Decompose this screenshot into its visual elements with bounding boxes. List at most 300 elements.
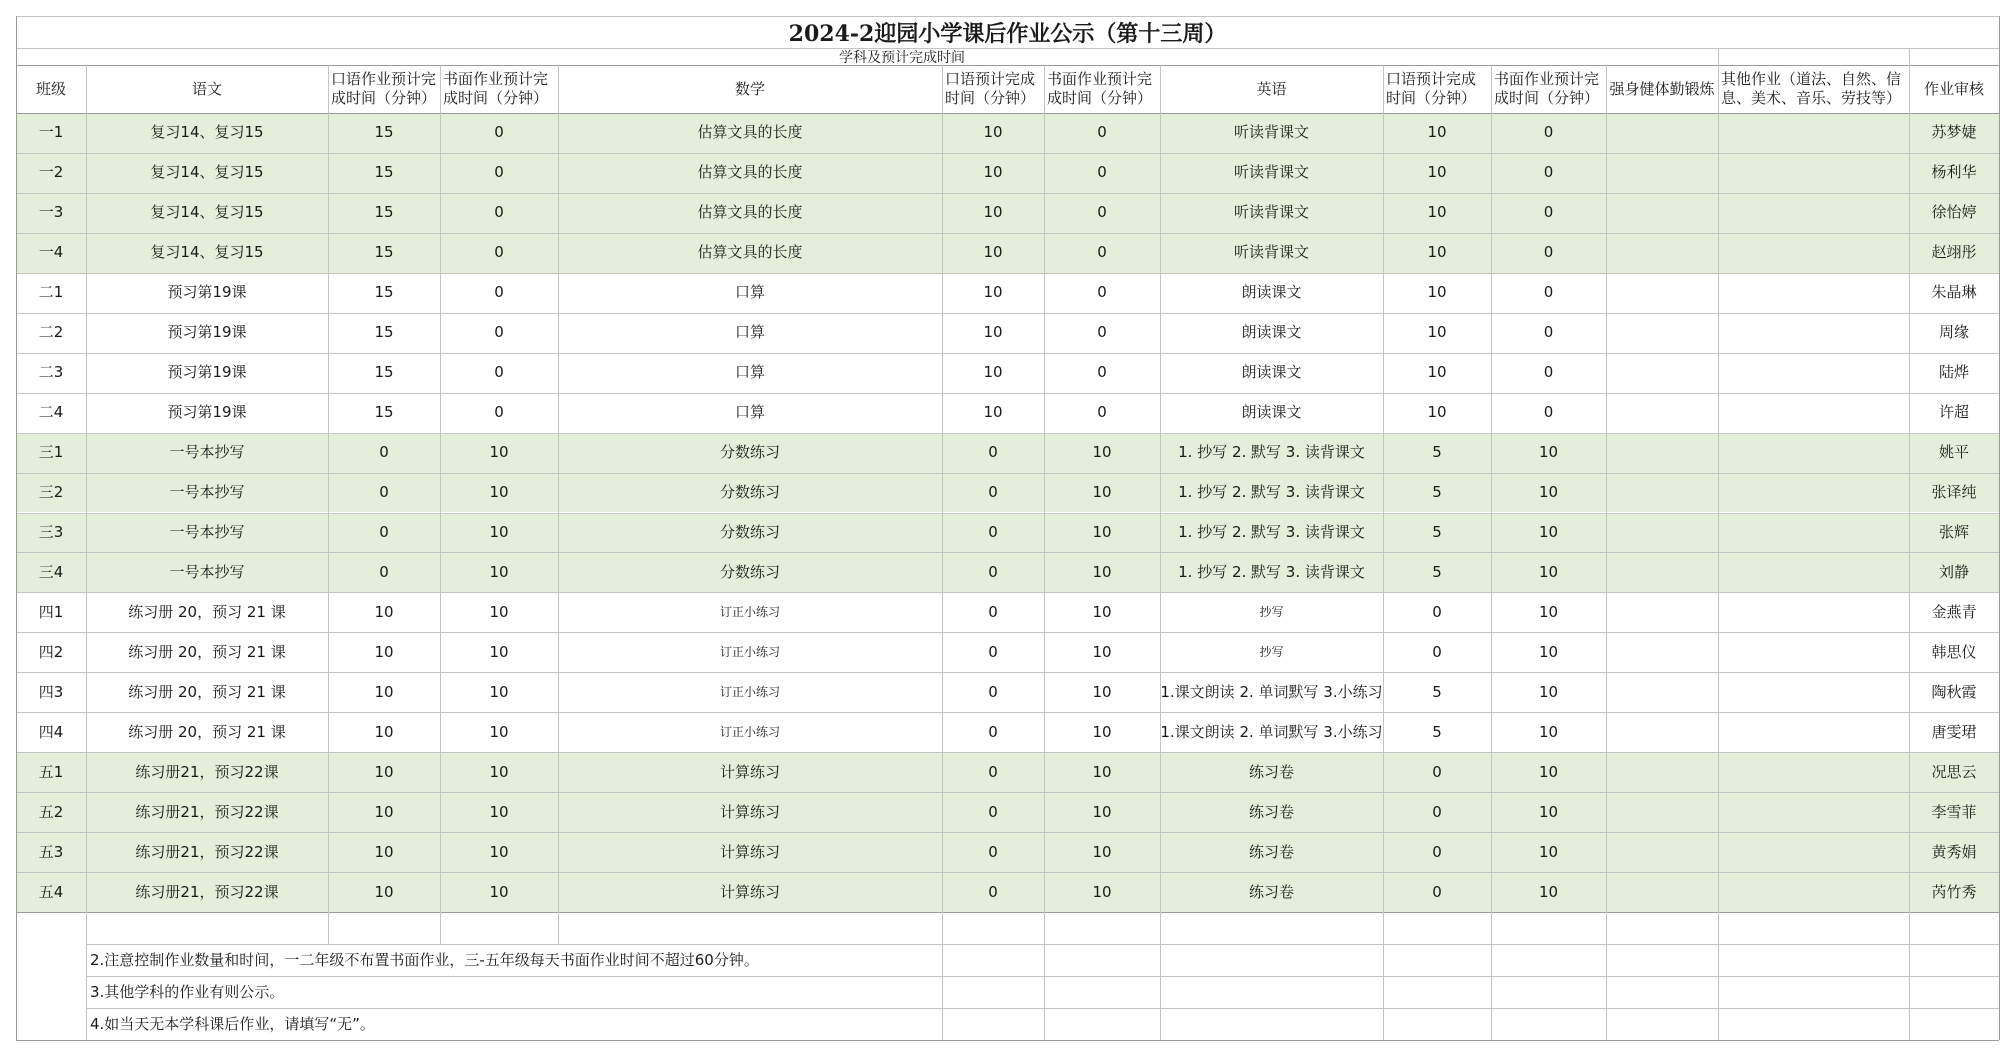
cell-class: 三2 [38, 483, 64, 502]
cell-english: 朗读课文 [1241, 363, 1302, 382]
cell-reviewer: 朱晶琳 [1931, 283, 1977, 302]
cell-chinese-oral-time: 15 [374, 243, 394, 262]
cell-english: 1. 抄写 2. 默写 3. 读背课文 [1178, 522, 1365, 541]
cell-chinese: 一号本抄写 [169, 483, 245, 502]
cell-math-written-time: 0 [1097, 403, 1107, 422]
grid-line [86, 944, 1999, 945]
grid-line [16, 233, 1999, 234]
cell-chinese-written-time: 10 [489, 642, 509, 661]
cell-math-oral-time: 10 [983, 243, 1003, 262]
cell-exercise [1606, 313, 1718, 353]
grid-line [942, 912, 943, 1040]
cell-other-homework [1718, 792, 1909, 832]
cell-exercise [1606, 752, 1718, 792]
cell-chinese-written-time: 0 [494, 203, 504, 222]
grid-line [328, 65, 329, 912]
cell-english: 朗读课文 [1241, 403, 1302, 422]
cell-math-oral-time: 10 [983, 283, 1003, 302]
grid-line [16, 752, 1999, 753]
cell-math: 口算 [734, 363, 765, 382]
cell-exercise [1606, 473, 1718, 513]
cell-chinese-oral-time: 10 [374, 682, 394, 701]
cell-exercise [1606, 552, 1718, 592]
cell-english-oral-time: 5 [1432, 682, 1442, 701]
cell-english-oral-time: 5 [1432, 722, 1442, 741]
grid-line [1718, 48, 1719, 65]
cell-english: 抄写 [1259, 644, 1284, 659]
cell-english: 抄写 [1259, 604, 1284, 619]
cell-chinese-written-time: 0 [494, 403, 504, 422]
cell-chinese-oral-time: 15 [374, 163, 394, 182]
cell-english: 朗读课文 [1241, 323, 1302, 342]
grid-line [1606, 912, 1607, 1040]
cell-chinese-written-time: 0 [494, 163, 504, 182]
cell-english-oral-time: 0 [1432, 802, 1442, 821]
cell-exercise [1606, 193, 1718, 233]
grid-line [16, 16, 17, 1040]
cell-math-oral-time: 0 [988, 562, 998, 581]
cell-reviewer: 芮竹秀 [1931, 882, 1977, 901]
cell-exercise [1606, 832, 1718, 872]
cell-math-oral-time: 10 [983, 123, 1003, 142]
cell-chinese: 练习册 20，预习 21 课 [128, 722, 286, 741]
cell-chinese-written-time: 10 [489, 562, 509, 581]
cell-math-written-time: 10 [1092, 602, 1112, 621]
subtitle: 学科及预计完成时间 [839, 49, 965, 66]
note-line [86, 912, 942, 944]
header-english-written-time: 书面作业预计完成时间（分钟） [1494, 70, 1600, 107]
cell-chinese-oral-time: 15 [374, 123, 394, 142]
cell-math-written-time: 0 [1097, 123, 1107, 142]
cell-english-oral-time: 0 [1432, 642, 1442, 661]
cell-math-oral-time: 0 [988, 483, 998, 502]
cell-other-homework [1718, 712, 1909, 752]
cell-english-oral-time: 10 [1427, 243, 1447, 262]
grid-line [1718, 65, 1719, 912]
grid-line [1491, 912, 1492, 1040]
header-math-oral-time: 口语预计完成时间（分钟） [945, 70, 1036, 107]
grid-line [16, 473, 1999, 474]
grid-line [16, 353, 1999, 354]
grid-line [16, 153, 1999, 154]
cell-english-written-time: 10 [1538, 602, 1559, 621]
grid-line [16, 592, 1999, 593]
grid-line [1160, 912, 1161, 1040]
cell-other-homework [1718, 552, 1909, 592]
cell-chinese-oral-time: 15 [374, 283, 394, 302]
cell-english-written-time: 10 [1538, 802, 1559, 821]
cell-reviewer: 徐怡婷 [1931, 203, 1977, 222]
cell-english-oral-time: 5 [1432, 562, 1442, 581]
grid-line [16, 872, 1999, 873]
cell-class: 三4 [38, 562, 64, 581]
cell-math-oral-time: 0 [988, 842, 998, 861]
cell-english-oral-time: 0 [1432, 882, 1442, 901]
cell-math-written-time: 0 [1097, 323, 1107, 342]
grid-line [1383, 912, 1384, 1040]
cell-math-oral-time: 10 [983, 323, 1003, 342]
header-reviewer: 作业审核 [1923, 79, 1984, 98]
cell-english-oral-time: 10 [1427, 323, 1447, 342]
cell-class: 四4 [38, 722, 64, 741]
cell-english-oral-time: 10 [1427, 403, 1447, 422]
cell-reviewer: 许超 [1938, 403, 1969, 422]
cell-other-homework [1718, 313, 1909, 353]
cell-chinese-oral-time: 15 [374, 203, 394, 222]
grid-line [328, 912, 329, 944]
cell-class: 二2 [38, 323, 64, 342]
cell-math-written-time: 0 [1097, 163, 1107, 182]
cell-chinese: 练习册21，预习22课 [135, 802, 279, 821]
grid-line [1909, 912, 1910, 1040]
grid-line [86, 912, 87, 1040]
cell-chinese-oral-time: 15 [374, 403, 394, 422]
cell-math-oral-time: 0 [988, 882, 998, 901]
grid-line [16, 552, 1999, 553]
cell-chinese: 复习14、复习15 [150, 203, 264, 222]
cell-class: 三1 [38, 443, 64, 462]
cell-english: 练习卷 [1248, 802, 1294, 821]
grid-line [440, 65, 441, 912]
cell-chinese: 一号本抄写 [169, 562, 245, 581]
cell-math-written-time: 10 [1092, 802, 1112, 821]
cell-class: 二3 [38, 363, 64, 382]
cell-math-written-time: 10 [1092, 722, 1112, 741]
grid-line [1044, 912, 1045, 1040]
grid-line [16, 792, 1999, 793]
cell-english: 1. 抄写 2. 默写 3. 读背课文 [1178, 562, 1365, 581]
cell-english: 练习卷 [1248, 762, 1294, 781]
cell-chinese-oral-time: 10 [374, 762, 394, 781]
cell-other-homework [1718, 193, 1909, 233]
cell-math-oral-time: 10 [983, 403, 1003, 422]
cell-math-oral-time: 10 [983, 363, 1003, 382]
grid-line [942, 65, 943, 912]
cell-chinese: 练习册21，预习22课 [135, 762, 279, 781]
header-chinese-written-time: 书面作业预计完成时间（分钟） [443, 70, 549, 107]
cell-math-written-time: 10 [1092, 842, 1112, 861]
cell-math: 分数练习 [719, 562, 780, 581]
cell-english-written-time: 0 [1543, 363, 1554, 382]
cell-reviewer: 周缘 [1938, 323, 1969, 342]
cell-reviewer: 况思云 [1931, 762, 1977, 781]
cell-english-written-time: 0 [1543, 203, 1554, 222]
cell-math-written-time: 10 [1092, 882, 1112, 901]
cell-english-oral-time: 10 [1427, 123, 1447, 142]
note-line: 4.如当天无本学科课后作业，请填写“无”。 [90, 1014, 375, 1033]
cell-chinese-written-time: 10 [489, 443, 509, 462]
cell-english-written-time: 0 [1543, 283, 1554, 302]
cell-math-written-time: 10 [1092, 642, 1112, 661]
cell-english-written-time: 0 [1543, 403, 1554, 422]
cell-chinese: 一号本抄写 [169, 522, 245, 541]
cell-chinese-written-time: 0 [494, 363, 504, 382]
cell-class: 一4 [38, 243, 64, 262]
cell-math-written-time: 0 [1097, 203, 1107, 222]
cell-math-written-time: 10 [1092, 562, 1112, 581]
cell-english-written-time: 10 [1538, 882, 1559, 901]
cell-math-oral-time: 0 [988, 762, 998, 781]
cell-math-oral-time: 0 [988, 682, 998, 701]
cell-reviewer: 金燕青 [1931, 602, 1977, 621]
cell-chinese-written-time: 10 [489, 842, 509, 861]
cell-class: 一1 [38, 123, 64, 142]
cell-math-written-time: 0 [1097, 363, 1107, 382]
cell-chinese-written-time: 10 [489, 522, 509, 541]
cell-math-written-time: 10 [1092, 443, 1112, 462]
cell-math: 分数练习 [719, 443, 780, 462]
cell-chinese-oral-time: 0 [379, 562, 389, 581]
grid-line [16, 48, 1999, 49]
cell-other-homework [1718, 832, 1909, 872]
grid-line [16, 393, 1999, 394]
cell-exercise [1606, 433, 1718, 473]
cell-reviewer: 李雪菲 [1931, 802, 1977, 821]
grid-line [1606, 65, 1607, 912]
grid-line [1044, 65, 1045, 912]
grid-line [16, 433, 1999, 434]
cell-reviewer: 苏梦婕 [1931, 123, 1977, 142]
grid-line [16, 912, 1999, 913]
cell-chinese-oral-time: 15 [374, 323, 394, 342]
grid-line [16, 193, 1999, 194]
grid-line [1999, 16, 2000, 1040]
cell-math-oral-time: 10 [983, 163, 1003, 182]
cell-other-homework [1718, 433, 1909, 473]
cell-exercise [1606, 113, 1718, 153]
cell-chinese: 预习第19课 [167, 323, 247, 342]
cell-english-written-time: 0 [1543, 243, 1554, 262]
cell-chinese-oral-time: 15 [374, 363, 394, 382]
header-chinese: 语文 [191, 79, 222, 98]
cell-english: 1.课文朗读 2. 单词默写 3.小练习 [1160, 722, 1383, 741]
cell-exercise [1606, 353, 1718, 393]
cell-exercise [1606, 712, 1718, 752]
cell-english-oral-time: 5 [1432, 443, 1442, 462]
cell-other-homework [1718, 393, 1909, 433]
cell-math: 估算文具的长度 [697, 243, 803, 262]
cell-reviewer: 唐雯珺 [1931, 722, 1977, 741]
cell-chinese: 练习册 20，预习 21 课 [128, 642, 286, 661]
cell-class: 二1 [38, 283, 64, 302]
cell-english: 练习卷 [1248, 882, 1294, 901]
cell-other-homework [1718, 273, 1909, 313]
cell-class: 五3 [38, 842, 64, 861]
header-english-oral-time: 口语预计完成时间（分钟） [1386, 70, 1477, 107]
cell-chinese: 预习第19课 [167, 283, 247, 302]
cell-chinese-written-time: 0 [494, 123, 504, 142]
note-line: 2.注意控制作业数量和时间，一二年级不布置书面作业，三-五年级每天书面作业时间不超过60分钟。 [90, 950, 759, 969]
grid-line [16, 672, 1999, 673]
cell-chinese-written-time: 10 [489, 802, 509, 821]
grid-line [86, 976, 1999, 977]
grid-line [1160, 65, 1161, 912]
cell-english-written-time: 10 [1538, 443, 1559, 462]
cell-english: 1.课文朗读 2. 单词默写 3.小练习 [1160, 682, 1383, 701]
cell-math: 估算文具的长度 [697, 123, 803, 142]
cell-other-homework [1718, 353, 1909, 393]
cell-exercise [1606, 273, 1718, 313]
cell-math: 分数练习 [719, 522, 780, 541]
cell-chinese-written-time: 10 [489, 602, 509, 621]
cell-math: 估算文具的长度 [697, 203, 803, 222]
cell-math: 分数练习 [719, 483, 780, 502]
cell-other-homework [1718, 233, 1909, 273]
cell-math-written-time: 10 [1092, 483, 1112, 502]
cell-exercise [1606, 592, 1718, 632]
cell-math-oral-time: 0 [988, 722, 998, 741]
grid-line [16, 513, 1999, 514]
cell-class: 一3 [38, 203, 64, 222]
grid-line [558, 912, 559, 944]
cell-reviewer: 陆烨 [1938, 363, 1969, 382]
cell-english-written-time: 10 [1538, 722, 1559, 741]
grid-line [1909, 48, 1910, 65]
header-exercise: 强身健体勤锻炼 [1609, 79, 1715, 98]
cell-english-written-time: 10 [1538, 562, 1559, 581]
grid-line [86, 1008, 1999, 1009]
cell-math-written-time: 0 [1097, 243, 1107, 262]
cell-chinese-written-time: 10 [489, 762, 509, 781]
cell-chinese: 练习册 20，预习 21 课 [128, 602, 286, 621]
cell-math: 口算 [734, 403, 765, 422]
cell-math: 口算 [734, 283, 765, 302]
cell-english-written-time: 10 [1538, 842, 1559, 861]
cell-exercise [1606, 153, 1718, 193]
header-other-homework: 其他作业（道法、自然、信息、美术、音乐、劳技等） [1721, 70, 1902, 107]
cell-other-homework [1718, 473, 1909, 513]
cell-english: 听读背课文 [1233, 203, 1309, 222]
cell-exercise [1606, 632, 1718, 672]
cell-class: 二4 [38, 403, 64, 422]
cell-english-oral-time: 5 [1432, 483, 1442, 502]
cell-exercise [1606, 792, 1718, 832]
cell-math-oral-time: 0 [988, 522, 998, 541]
page-title: 2024-2迎园小学课后作业公示（第十三周） [788, 20, 1227, 47]
cell-reviewer: 韩思仪 [1931, 642, 1977, 661]
grid-line [440, 912, 441, 944]
cell-chinese-written-time: 0 [494, 323, 504, 342]
cell-math-oral-time: 0 [988, 642, 998, 661]
grid-line [16, 1040, 1999, 1041]
cell-math: 订正小练习 [719, 724, 780, 739]
cell-chinese-oral-time: 10 [374, 642, 394, 661]
cell-english-written-time: 10 [1538, 762, 1559, 781]
cell-chinese-oral-time: 0 [379, 443, 389, 462]
cell-math-written-time: 10 [1092, 522, 1112, 541]
cell-class: 三3 [38, 522, 64, 541]
cell-math-oral-time: 0 [988, 802, 998, 821]
cell-math-written-time: 10 [1092, 682, 1112, 701]
cell-other-homework [1718, 632, 1909, 672]
grid-line [16, 273, 1999, 274]
grid-line [16, 632, 1999, 633]
cell-english-oral-time: 10 [1427, 203, 1447, 222]
cell-chinese: 一号本抄写 [169, 443, 245, 462]
cell-chinese: 预习第19课 [167, 363, 247, 382]
cell-chinese-written-time: 0 [494, 243, 504, 262]
grid-line [86, 65, 87, 912]
cell-other-homework [1718, 592, 1909, 632]
cell-chinese-written-time: 10 [489, 722, 509, 741]
cell-math-oral-time: 0 [988, 602, 998, 621]
cell-exercise [1606, 872, 1718, 912]
cell-reviewer: 张辉 [1938, 522, 1969, 541]
cell-math: 计算练习 [719, 802, 780, 821]
cell-english-written-time: 0 [1543, 323, 1554, 342]
cell-exercise [1606, 233, 1718, 273]
cell-english: 听读背课文 [1233, 163, 1309, 182]
cell-math: 口算 [734, 323, 765, 342]
grid-line [1909, 65, 1910, 912]
cell-chinese-written-time: 10 [489, 483, 509, 502]
cell-math: 计算练习 [719, 882, 780, 901]
cell-chinese: 练习册21，预习22课 [135, 842, 279, 861]
cell-english: 听读背课文 [1233, 123, 1309, 142]
grid-line [16, 113, 1999, 114]
cell-class: 四1 [38, 602, 64, 621]
cell-english: 1. 抄写 2. 默写 3. 读背课文 [1178, 483, 1365, 502]
spreadsheet [16, 16, 1999, 1052]
cell-reviewer: 杨利华 [1931, 163, 1977, 182]
cell-other-homework [1718, 672, 1909, 712]
cell-class: 一2 [38, 163, 64, 182]
cell-other-homework [1718, 513, 1909, 553]
cell-math: 计算练习 [719, 842, 780, 861]
cell-math: 计算练习 [719, 762, 780, 781]
header-english: 英语 [1256, 79, 1287, 98]
header-class: 班级 [35, 79, 66, 98]
cell-chinese-oral-time: 10 [374, 882, 394, 901]
grid-line [16, 712, 1999, 713]
cell-other-homework [1718, 872, 1909, 912]
cell-other-homework [1718, 752, 1909, 792]
cell-chinese: 预习第19课 [167, 403, 247, 422]
cell-chinese-oral-time: 10 [374, 802, 394, 821]
cell-english-written-time: 0 [1543, 163, 1554, 182]
cell-chinese-oral-time: 10 [374, 722, 394, 741]
cell-chinese: 复习14、复习15 [150, 123, 264, 142]
cell-reviewer: 黄秀娟 [1931, 842, 1977, 861]
cell-english-oral-time: 5 [1432, 522, 1442, 541]
grid-line [558, 65, 559, 912]
cell-english-written-time: 10 [1538, 522, 1559, 541]
grid-line [16, 16, 1999, 17]
cell-chinese-written-time: 0 [494, 283, 504, 302]
cell-math: 订正小练习 [719, 604, 780, 619]
cell-reviewer: 张译纯 [1931, 483, 1977, 502]
cell-chinese-written-time: 10 [489, 682, 509, 701]
grid-line [16, 832, 1999, 833]
grid-line [1491, 65, 1492, 912]
header-chinese-oral-time: 口语作业预计完成时间（分钟） [331, 70, 437, 107]
cell-english: 练习卷 [1248, 842, 1294, 861]
cell-math-written-time: 10 [1092, 762, 1112, 781]
cell-reviewer: 赵翊彤 [1931, 243, 1977, 262]
cell-english-written-time: 10 [1538, 682, 1559, 701]
cell-math: 订正小练习 [719, 684, 780, 699]
cell-math: 订正小练习 [719, 644, 780, 659]
note-line: 3.其他学科的作业有则公示。 [90, 982, 285, 1001]
cell-class: 五4 [38, 882, 64, 901]
cell-english-oral-time: 0 [1432, 762, 1442, 781]
cell-chinese-oral-time: 0 [379, 522, 389, 541]
cell-english-written-time: 0 [1543, 123, 1554, 142]
cell-english: 听读背课文 [1233, 243, 1309, 262]
cell-english-oral-time: 10 [1427, 163, 1447, 182]
cell-chinese: 练习册21，预习22课 [135, 882, 279, 901]
cell-other-homework [1718, 113, 1909, 153]
